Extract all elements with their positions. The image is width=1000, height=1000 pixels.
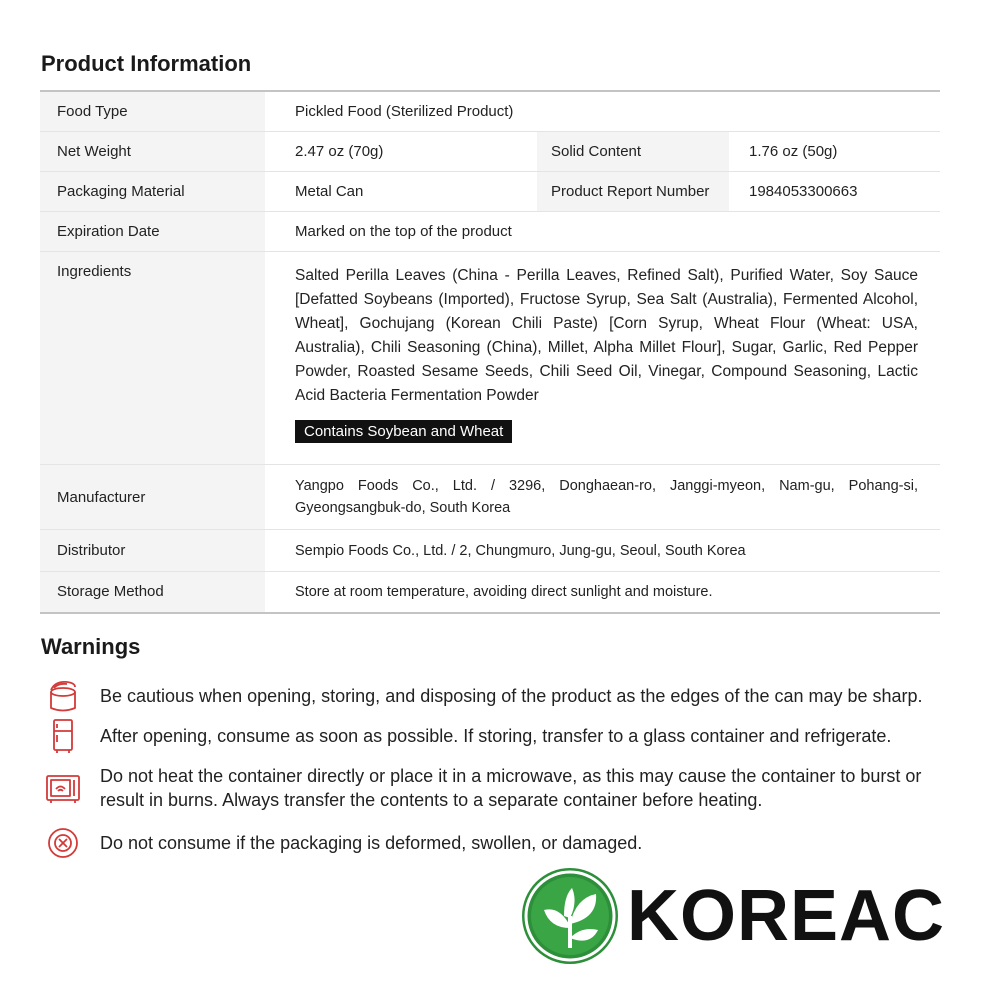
packaging-label: Packaging Material [40, 172, 265, 212]
brand-logo [520, 866, 960, 966]
brand-name: KOREAC [627, 876, 946, 956]
report-number-label: Product Report Number [537, 172, 729, 212]
table-row [40, 572, 940, 613]
table-row [40, 172, 940, 212]
table-row [40, 530, 940, 572]
food-type-label: Food Type [40, 91, 265, 132]
expiration-label: Expiration Date [40, 212, 265, 252]
net-weight-label: Net Weight [40, 132, 265, 172]
distributor-value: Sempio Foods Co., Ltd. / 2, Chungmuro, Jung-gu, Seoul, South Korea [265, 530, 940, 572]
expiration-value: Marked on the top of the product [265, 212, 940, 252]
table-row [40, 252, 940, 465]
ingredients-label: Ingredients [40, 252, 265, 465]
storage-label: Storage Method [40, 572, 265, 613]
manufacturer-label: Manufacturer [40, 465, 265, 530]
no-damaged-icon [45, 825, 81, 861]
solid-content-label: Solid Content [537, 132, 729, 172]
microwave-icon [45, 770, 81, 806]
distributor-label: Distributor [40, 530, 265, 572]
table-row [40, 91, 940, 132]
food-type-value: Pickled Food (Sterilized Product) [295, 103, 514, 120]
warning-text: After opening, consume as soon as possible. If storing, transfer to a glass container and refrigerate. [100, 726, 892, 746]
warnings-title: Warnings [41, 634, 141, 659]
ingredients-cell [265, 252, 940, 465]
net-weight-value: 2.47 oz (70g) [265, 132, 537, 172]
leaf-logo-icon [520, 866, 620, 966]
refrigerator-icon [45, 718, 81, 754]
warning-text: Do not heat the container directly or place it in a microwave, as this may cause the container to burst or result in burns. Always transfer the contents to a separate container before heating. [100, 766, 922, 810]
manufacturer-value: Yangpo Foods Co., Ltd. / 3296, Donghaean-ro, Janggi-myeon, Nam-gu, Pohang-si, Gyeongsangbuk-do, South Korea [265, 465, 940, 530]
table-row [40, 132, 940, 172]
warning-text: Be cautious when opening, storing, and disposing of the product as the edges of the can may be sharp. [100, 686, 923, 706]
product-info-title: Product Information [41, 51, 252, 76]
table-row [40, 212, 940, 252]
ingredients-value: Salted Perilla Leaves (China - Perilla Leaves, Refined Salt), Purified Water, Soy Sauce [Defatted Soybeans (Imported), Fructose Syrup, Sea Salt (Australia), Fermented Alcohol, Wheat], Gochujang (Korean Chili Paste) [Corn Syrup, Wheat Flour (Wheat: USA, Australia), Chili Seasoning (China), Millet, Alpha Millet Flour], Sugar, Garlic, Red Pepper Powder, Roasted Sesame Seeds, Chili Seed Oil, Vinegar, Compound Seasoning, Lactic Acid Bacteria Fermentation Powder [295, 267, 918, 404]
packaging-value: Metal Can [265, 172, 537, 212]
solid-content-value: 1.76 oz (50g) [729, 132, 940, 172]
open-can-icon [45, 678, 81, 714]
table-row [40, 465, 940, 530]
report-number-value: 1984053300663 [729, 172, 940, 212]
product-info-table [40, 90, 940, 614]
allergen-badge: Contains Soybean and Wheat [295, 420, 512, 443]
storage-value: Store at room temperature, avoiding direct sunlight and moisture. [265, 572, 940, 613]
warning-text: Do not consume if the packaging is deformed, swollen, or damaged. [100, 833, 643, 853]
